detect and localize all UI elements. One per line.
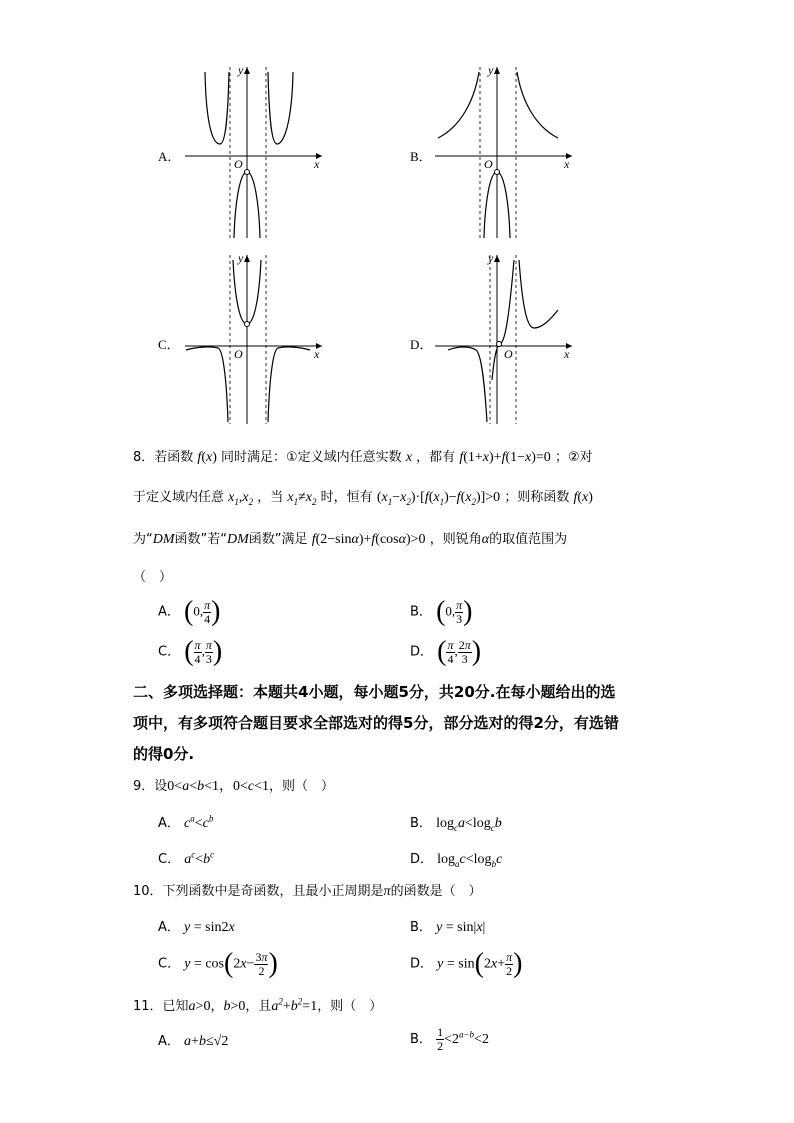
- q10-option-a-letter: A．: [158, 920, 180, 935]
- q10-stem-text: 10．下列函数中是奇函数，且最小正周期是: [133, 884, 384, 899]
- q9-option-b-letter: B．: [410, 816, 432, 831]
- q8-line3-text2: 函数”若“: [174, 532, 228, 547]
- q10-option-d: D． y = sin(2x+ $\frac{\pi}{2}$ ): [410, 948, 523, 979]
- q8-option-a-letter: A．: [158, 604, 180, 620]
- q10-option-a: A． y = sin2x: [158, 920, 235, 935]
- graph-d-y-label: y: [488, 251, 494, 265]
- q8-option-b-letter: B．: [410, 604, 432, 620]
- graph-d-origin-label: O: [504, 347, 513, 361]
- q9-option-a: A． $c^a<c^b$: [158, 813, 214, 831]
- q8-line2-text1: 于定义域内任意: [133, 490, 225, 505]
- q10-option-b-letter: B．: [410, 920, 432, 935]
- q9-option-c-letter: C．: [158, 852, 181, 867]
- q8-x: x: [405, 450, 413, 465]
- graph-a-x-label: x: [314, 157, 320, 171]
- q8-line3-text4: ，则锐角: [429, 532, 482, 547]
- graph-b-y-label: y: [488, 63, 494, 77]
- graph-a-letter: A．: [158, 149, 181, 164]
- q9-cond: 0<a<b<1，0<c<1: [167, 779, 270, 794]
- q8-dm1: DM: [152, 532, 175, 547]
- q10-option-d-letter: D．: [410, 956, 434, 972]
- graph-d-x-label: x: [564, 347, 570, 361]
- graph-b-letter: B．: [410, 149, 432, 164]
- q8-line1-text1: 同时满足：①定义域内任意实数: [221, 450, 402, 465]
- q10-stem-text2: 的函数是（ ）: [390, 884, 482, 899]
- graph-c-y-label: y: [238, 251, 244, 265]
- q8-line3-text1: 为“: [133, 532, 153, 547]
- q8-line1-text2: ，都有: [416, 450, 456, 465]
- graph-c: [180, 250, 330, 426]
- graph-c-letter: C．: [158, 337, 180, 352]
- graph-b: [430, 62, 580, 240]
- q9-option-a-letter: A．: [158, 816, 180, 831]
- section2-line3: 的得0分.: [133, 745, 195, 763]
- q8-x1x2: $x_1,x_2$: [228, 490, 254, 507]
- q8-option-c: C． ( $\frac{\pi}{4}$ , $\frac{\pi}{3}$ ): [158, 636, 223, 667]
- graph-b-origin-label: O: [484, 157, 493, 171]
- q9-option-d: D． $\log_ac<\log_bc$: [410, 852, 503, 869]
- q8-line3-text5: 的取值范围为: [489, 532, 568, 547]
- q9-stem-text: 9．设: [133, 779, 168, 794]
- q9-option-c: C． $a^c<b^c$: [158, 849, 215, 867]
- q10-option-c: C． y = cos(2x− $\frac{3\pi}{2}$ ): [158, 948, 278, 979]
- q8-line1-text3: ；②对: [554, 450, 593, 465]
- graph-b-x-label: x: [564, 157, 570, 171]
- q11-option-b: B． $\frac{1}{2}$ $<2^{a-b}<2$: [410, 1025, 489, 1053]
- q8-blank: （ ）: [133, 570, 173, 585]
- q11-stem-text3: ，且: [245, 999, 272, 1014]
- q11-stem: 11．已知a>0，b>0，且$a^2+b^2=1$，则（ ）: [133, 996, 383, 1014]
- q9-stem: [133, 775, 334, 795]
- q9-option-d-letter: D．: [410, 852, 434, 867]
- graph-c-origin-label: O: [234, 347, 243, 361]
- q10-option-b: B． y = sin|x|: [410, 920, 486, 935]
- q8-line2-text4: ；则称函数: [504, 490, 570, 505]
- section2-line2: 项中，有多项符合题目要求全部选对的得5分，部分选对的得2分，有选错: [133, 714, 619, 732]
- q8-option-c-letter: C．: [158, 644, 181, 660]
- q10-stem: [133, 880, 482, 900]
- q11-stem-text2: ，: [210, 999, 224, 1014]
- q11-option-a-letter: A．: [158, 1034, 180, 1049]
- q8-option-b: B． (0, $\frac{\pi}{3}$ ): [410, 596, 473, 627]
- q8-line2-text3: 时，恒有: [320, 490, 373, 505]
- graph-a-y-label: y: [238, 63, 244, 77]
- q10-pi: π: [383, 884, 391, 899]
- graph-a-origin-label: O: [234, 157, 243, 171]
- section2-line1: 二、多项选择题：本题共4小题，每小题5分，共20分.在每小题给出的选: [133, 683, 616, 701]
- graph-d: [430, 250, 580, 426]
- q8-condition1: f(1+x)+f(1−x)=0: [459, 450, 551, 465]
- q8-prefix: 8．若函数: [133, 450, 194, 465]
- q11-option-b-letter: B．: [410, 1032, 432, 1047]
- q8-line1: [133, 446, 593, 466]
- q8-fx: f(x): [197, 450, 217, 465]
- q11-stem-text4: ，则（ ）: [317, 999, 383, 1014]
- q8-condition3: f(2−sinα)+f(cosα)>0: [311, 532, 426, 547]
- q11-option-a: A． a+b≤√2: [158, 1034, 229, 1049]
- q10-option-c-letter: C．: [158, 956, 181, 972]
- q8-x1-ne-x2: $x_1\ne x_2$: [287, 490, 317, 507]
- q8-line2: [133, 486, 593, 507]
- q8-alpha: α: [481, 532, 490, 547]
- q8-fx-2: f(x): [573, 490, 593, 505]
- graph-c-x-label: x: [314, 347, 320, 361]
- q8-option-d: D． ( $\frac{\pi}{4}$ , $\frac{2\pi}{3}$ ): [410, 636, 482, 667]
- q9-option-b: B． $\log_ca<\log_cb$: [410, 816, 502, 833]
- q8-line3-text3: 函数”满足: [248, 532, 308, 547]
- q8-condition2: $(x_1-x_2)\cdot[f(x_1)-f(x_2)]>0$: [376, 490, 501, 507]
- q11-stem-text: 11．已知: [133, 999, 189, 1014]
- q8-line3: [133, 528, 567, 548]
- q8-option-d-letter: D．: [410, 644, 434, 660]
- q8-dm2: DM: [227, 532, 249, 547]
- q9-stem-text2: ，则（ ）: [269, 779, 335, 794]
- graph-a: [180, 62, 330, 240]
- q8-line2-text2: ，当: [257, 490, 284, 505]
- q8-option-a: A． (0, $\frac{\pi}{4}$ ): [158, 596, 221, 627]
- graph-d-letter: D．: [410, 337, 433, 352]
